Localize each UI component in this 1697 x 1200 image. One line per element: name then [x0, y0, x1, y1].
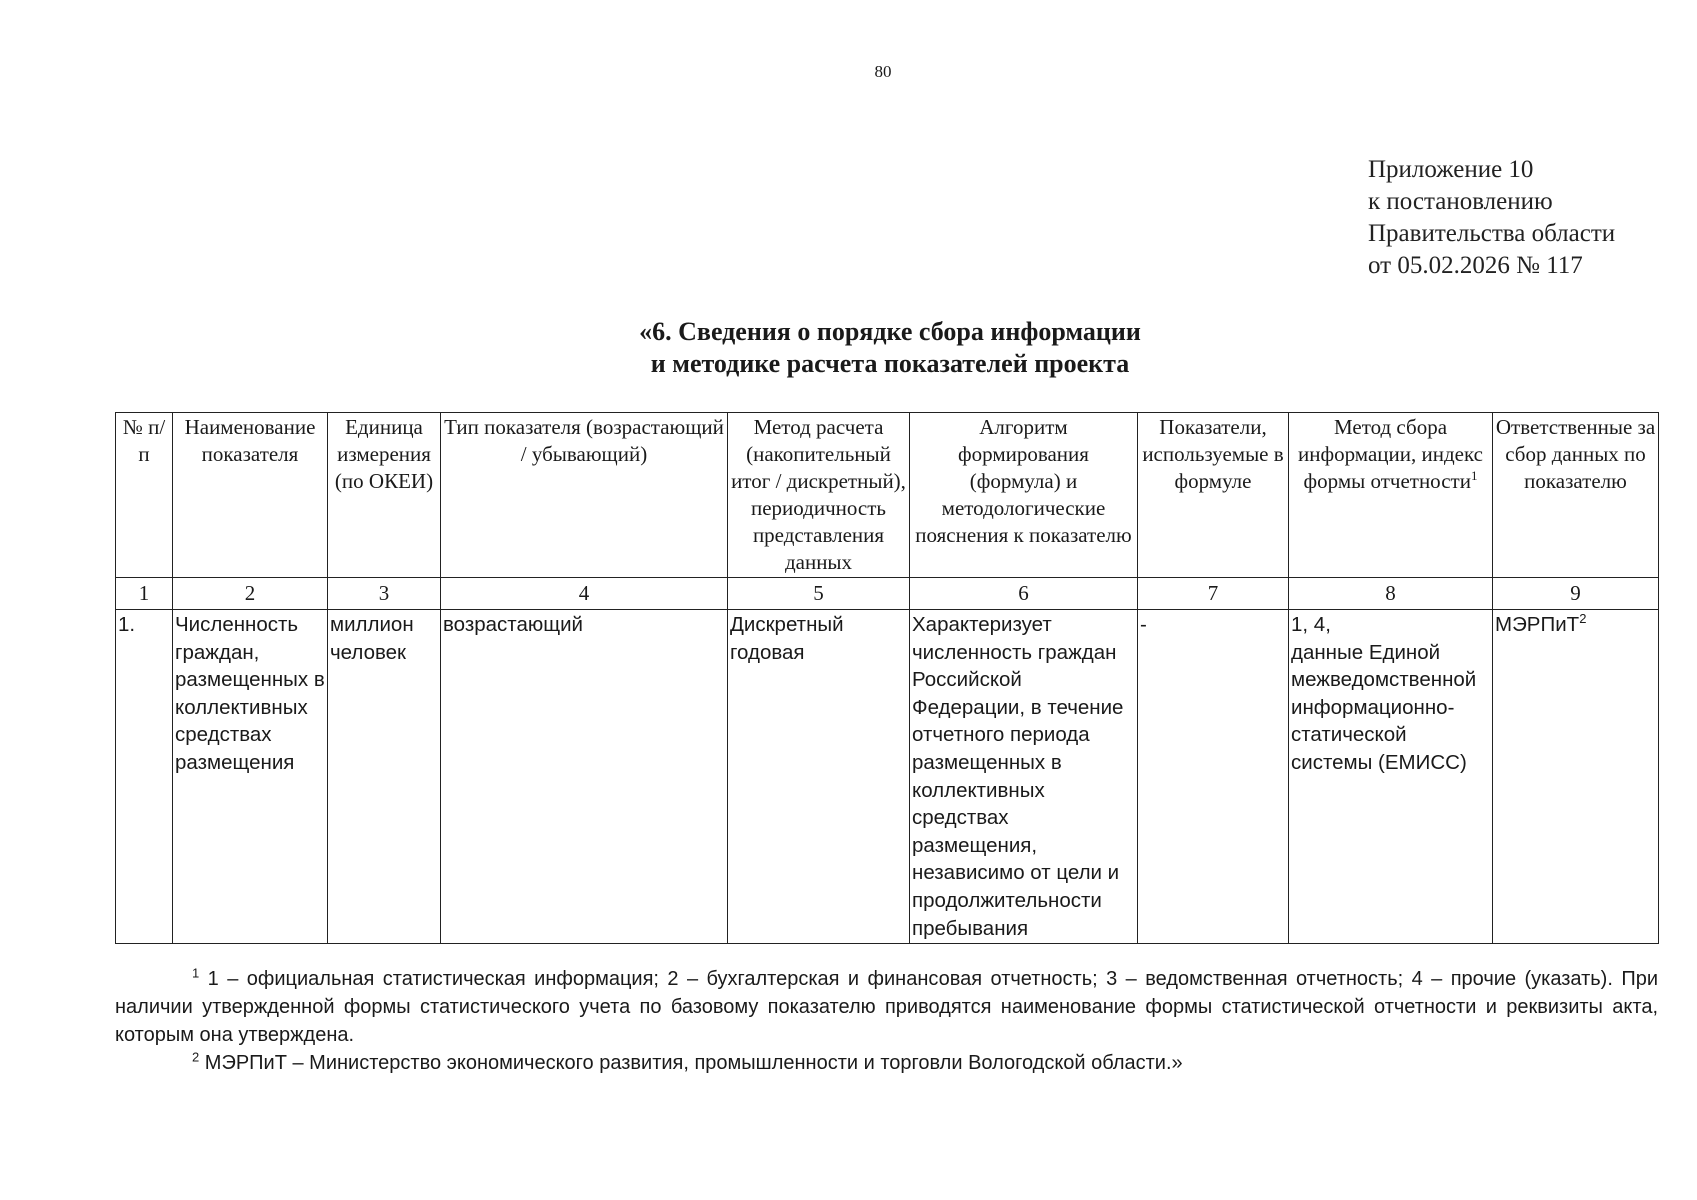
appendix-date-line: от 05.02.2026 № 117	[1368, 252, 1583, 279]
collection-method-codes: 1, 4,	[1291, 613, 1331, 636]
column-number: 2	[173, 578, 328, 610]
footnote-1	[115, 965, 1658, 1049]
collection-method-source: данные Единой межведомственной информационно-статической системы (ЕМИСС)	[1291, 640, 1477, 774]
header-cell: Единица измерения (по ОКЕИ)	[328, 413, 441, 578]
page-number: 80	[874, 62, 892, 81]
unit-of-measure: миллион человек	[328, 610, 441, 944]
indicator-type: возрастающий	[441, 610, 728, 944]
header-cell: Ответственные за сбор данных по показателю	[1493, 413, 1659, 578]
calculation-method: Дискретный годовая	[728, 610, 910, 944]
indicators-table	[115, 412, 1659, 944]
header-cell: № п/п	[116, 413, 173, 578]
column-number: 6	[910, 578, 1138, 610]
section-title	[560, 316, 1220, 380]
appendix-line: Правительства области	[1368, 220, 1616, 247]
footnote-text: 1 – официальная статистическая информация; 2 – бухгалтерская и финансовая отчетность; 3 – ведомственная отчетность; 4 – прочие (указать). При наличии утвержденной формы статистического учета по базовому показателю приводятся наименование формы статистической отчетности и реквизиты акта, которым она утверждена.	[115, 968, 1658, 1046]
collection-method	[1289, 610, 1493, 944]
column-number: 5	[728, 578, 910, 610]
column-number: 8	[1289, 578, 1493, 610]
header-cell: Алгоритм формирования (формула) и методологические пояснения к показателю	[910, 413, 1138, 578]
table-row	[116, 610, 1659, 944]
column-number-row	[116, 578, 1659, 610]
appendix-line: Приложение 10	[1368, 156, 1534, 183]
appendix-line: к постановлению	[1368, 188, 1553, 215]
responsible-party	[1493, 610, 1659, 944]
header-cell-text: Метод сбора информации, индекс формы отчетности	[1298, 415, 1483, 493]
appendix-block	[1368, 154, 1615, 282]
footnote-mark: 1	[192, 965, 200, 981]
column-number: 4	[441, 578, 728, 610]
header-cell	[1289, 413, 1493, 578]
footnote-mark: 2	[192, 1049, 200, 1065]
section-title-line: «6. Сведения о порядке сбора информации	[639, 317, 1141, 346]
column-number: 3	[328, 578, 441, 610]
footnotes	[115, 965, 1658, 1077]
footnote-mark: 1	[1470, 468, 1478, 483]
footnote-mark: 2	[1579, 611, 1587, 627]
footnote-text: МЭРПиТ – Министерство экономического развития, промышленности и торговли Вологодской области.»	[204, 1052, 1183, 1074]
column-number: 1	[116, 578, 173, 610]
indicator-name: Численность граждан, размещенных в коллективных средствах размещения	[173, 610, 328, 944]
header-cell: Метод расчета (накопительный итог / дискретный), периодичность представления данных	[728, 413, 910, 578]
formula-indicators: -	[1138, 610, 1289, 944]
row-number: 1.	[116, 610, 173, 944]
header-cell: Наименование показателя	[173, 413, 328, 578]
footnote-2	[115, 1049, 1658, 1077]
header-cell: Показатели, используемые в формуле	[1138, 413, 1289, 578]
header-cell: Тип показателя (возрастающий / убывающий)	[441, 413, 728, 578]
table-header-row	[116, 413, 1659, 578]
responsible-party-name: МЭРПиТ	[1495, 613, 1580, 636]
section-title-line: и методике расчета показателей проекта	[650, 349, 1130, 378]
column-number: 9	[1493, 578, 1659, 610]
algorithm-description: Характеризует численность граждан Российской Федерации, в течение отчетного периода размещенных в коллективных средствах размещения, независимо от цели и продолжительности пребывания	[910, 610, 1138, 944]
column-number: 7	[1138, 578, 1289, 610]
